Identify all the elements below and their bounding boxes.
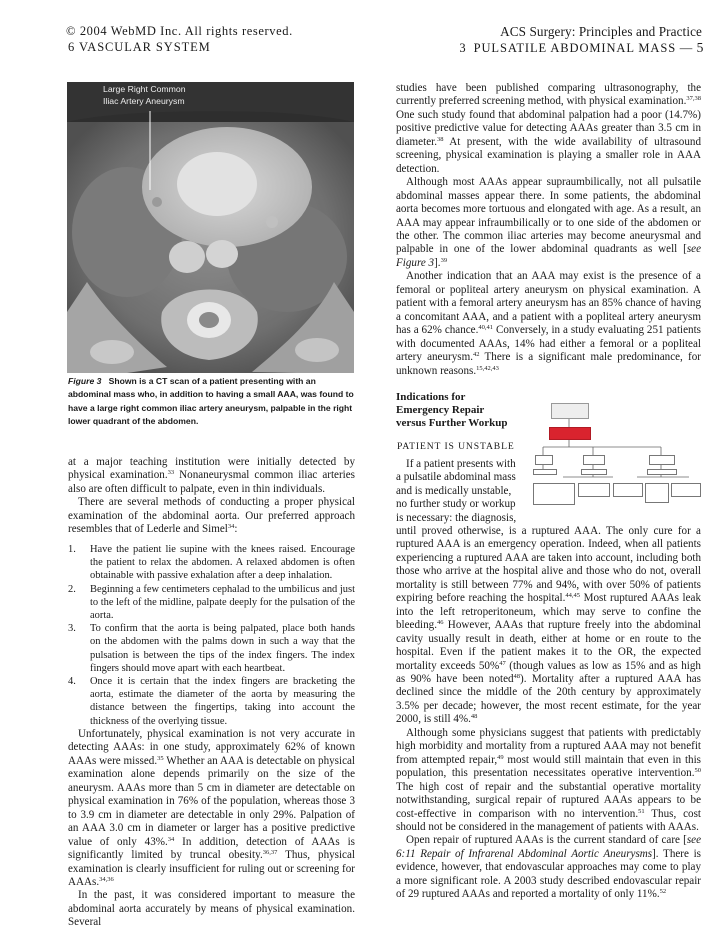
list-item: 4. Once it is certain that the index fingers are bracketing the aorta, estimate the diameter of the aorta by measuring the distance between the fingertips, taking into account the thickness of the overlying tissue. [68, 676, 355, 727]
paragraph: There are several methods of conducting a proper physical examination of the abdominal aorta. Our preferred approach resembles that of Lederle and Simel$^{34}$: [68, 496, 355, 536]
paragraph: Although most AAAs appear supraumbilically, not all pulsatile abdominal masses appear there. In some patients, the abdominal aorta becomes more tortuous and elongated with age. As a result, an AAA may appear infraumbilically or to one side of the abdomen or the other. The common iliac arteries may become aneurysmal and palpable in one of the lower abdominal quadrants as well [see Figure 3].$^{39}$ [396, 176, 701, 269]
figure-caption-label: Figure 3 [68, 376, 102, 386]
ct-label-line2: Iliac Artery Aneurysm [103, 96, 185, 106]
paragraph: studies have been published comparing ultrasonography, the currently preferred screening method, with physical examination.$^{37,38}$ One such study found that abdominal palpation had a poor (14.7%) positive predictive value for detecting AAAs greater than 3.5 cm in diameter.$^{38}$ At present, with the wide availability of ultrasound screening, physical examination is playing a smaller role in AAA detection. [396, 82, 701, 175]
flowchart-box [647, 469, 677, 475]
header-dash: — [679, 41, 693, 55]
paragraph: at a major teaching institution were initially detected by physical examination.$^{33}$ Nonaneurysmal common iliac arteries also are often difficult to palpate, even in thin individuals. [68, 456, 355, 495]
flowchart-box [551, 403, 589, 419]
figure-caption [68, 375, 355, 429]
flowchart-box [671, 483, 701, 497]
flowchart-box [533, 469, 557, 475]
list-item: 1. Have the patient lie supine with the knees raised. Encourage the patient to relax the abdomen. A relaxed abdomen is often obtainable with passive exhalation after a deep inhalation. [68, 544, 355, 582]
paragraph: Open repair of ruptured AAAs is the current standard of care [see 6:11 Repair of Infrarenal Abdominal Aortic Aneurysms]. There is evidence, however, that endovascular approaches may come to play a more significant role. A 2003 study described endovascular repair of 29 ruptured AAAs and reported a mortality of only 11%.$^{52}$ [396, 834, 701, 901]
wrapped-text: If a patient presents with a pulsatile abdominal mass and is medically unstable, no further study or workup is necessary: the diagnosis, [396, 458, 517, 524]
paragraph: In the past, it was considered important to measure the abdominal aorta accurately by means of physical examination. Several [68, 889, 355, 929]
list-item: 2. Beginning a few centimeters cephalad to the umbilicus and just to the left of the midline, palpate deeply for the pulsation of the aorta. [68, 583, 355, 622]
flowchart-box [583, 455, 605, 465]
ct-label-line1: Large Right Common [103, 84, 186, 94]
chapter-number: 3 [459, 41, 467, 55]
right-column-text-2 [396, 525, 701, 902]
figure-caption-text: Shown is a CT scan of a patient presenting with an abdominal mass who, in addition to having a small AAA, was found to have a large right common iliac artery aneurysm, palpable in the right lower quadrant of the abdomen. [68, 376, 354, 427]
ct-scan-figure [67, 82, 354, 373]
ct-scan-image [67, 82, 354, 373]
section-heading: Indications for Emergency Repair versus Further Workup [396, 391, 508, 429]
flowchart-box [645, 483, 669, 503]
copyright-notice: © 2004 WebMD Inc. All rights reserved. [66, 24, 293, 38]
flowchart-box [533, 483, 575, 505]
flowchart-box [581, 469, 607, 475]
book-title: ACS Surgery: Principles and Practice [500, 24, 702, 39]
flowchart-highlight-box [549, 427, 591, 440]
list-item: 3. To confirm that the aorta is being palpated, place both hands on the abdomen with the palms down in such a way that the pulsation is between the tips of the index fingers. The index fingers should move apart with each heartbeat. [68, 623, 355, 674]
left-column-text-2 [68, 728, 355, 930]
paragraph: Another indication that an AAA may exist is the presence of a femoral or popliteal artery aneurysm on physical examination. A patient with a femoral artery aneurysm has an 85% chance of having a concomitant AAA, and a patient with a popliteal artery aneurysm has a 62% chance.$^{40,41}$ Conversely, in a study evaluating 251 patients with documented AAAs, 14% had either a femoral or a popliteal artery aneurysm.$^{42}$ There is a significant male predominance, for unknown reasons.$^{15,42,43}$ [396, 270, 701, 377]
left-column-text [68, 456, 355, 537]
exam-steps [68, 543, 355, 728]
paragraph: Although some physicians suggest that patients with predictably high morbidity and mortality from a ruptured AAA may not benefit from attempted repair,$^{49}$ most would still maintain that even in this population, this presentation necessitates operative intervention.$^{50}$ The high cost of repair and the substantial operative mortality notwithstanding, surgical repair of ruptured AAAs appears to be cost-effective in comparison with no intervention.$^{51}$ Thus, cost should not be considered in the management of patients with AAAs. [396, 726, 701, 833]
flowchart-box [649, 455, 675, 465]
flowchart-thumbnail [533, 397, 701, 509]
subheading: PATIENT IS UNSTABLE [397, 441, 515, 452]
flowchart-box [578, 483, 610, 497]
right-column-text [396, 82, 701, 378]
section-title: 6 VASCULAR SYSTEM [68, 40, 211, 54]
chapter-title: PULSATILE ABDOMINAL MASS [473, 41, 677, 55]
paragraph: until proved otherwise, is a ruptured AAA. The only cure for a ruptured AAA is an emergency operation. Indeed, when all patients experiencing a ruptured AAA are taken into account, including both those who arrive at the hospital alive and those who do not, overall mortality is still between 77% and 94%, with over 50% of patients expiring before reaching the hospital.$^{44,45}$ Most ruptured AAAs leak into the left retroperitoneum, which may serve to confine the bleeding.$^{46}$ However, AAAs that rupture freely into the abdominal cavity usually result in death, either at home or en route to the hospital. Even if the patient makes it to the OR, the expected mortality exceeds 50%$^{47}$ (though values as low as 15% and as high as 90% have been noted$^{48}$). Mortality after a ruptured AAA has declined since the middle of the 20th century by approximately 3.5% per decade; however, the most recent estimate, for the year 2000, is still 4%.$^{48}$ [396, 525, 701, 726]
flowchart-box [613, 483, 643, 497]
chapter-heading [459, 40, 704, 56]
paragraph: Unfortunately, physical examination is not very accurate in detecting AAAs: in one study, approximately 62% of known AAAs were missed.$^{35}$ Whether an AAA is detectable on physical examination alone depends primarily on the size of the aneurysm. AAAs more than 5 cm in diameter are detectable on physical examination in 76% of the population, whereas those 3 to 3.9 cm in diameter are detectable in only 29%. Palpation of an AAA 3.0 cm in diameter or larger has a positive predictive value of only 43%.$^{34}$ In addition, detection of AAAs is significantly limited by truncal obesity.$^{36,37}$ Thus, physical examination is clearly insufficient for ruling out or screening for AAAs.$^{34,36}$ [68, 728, 355, 888]
page-number: 5 [696, 40, 704, 55]
flowchart-box [535, 455, 553, 465]
